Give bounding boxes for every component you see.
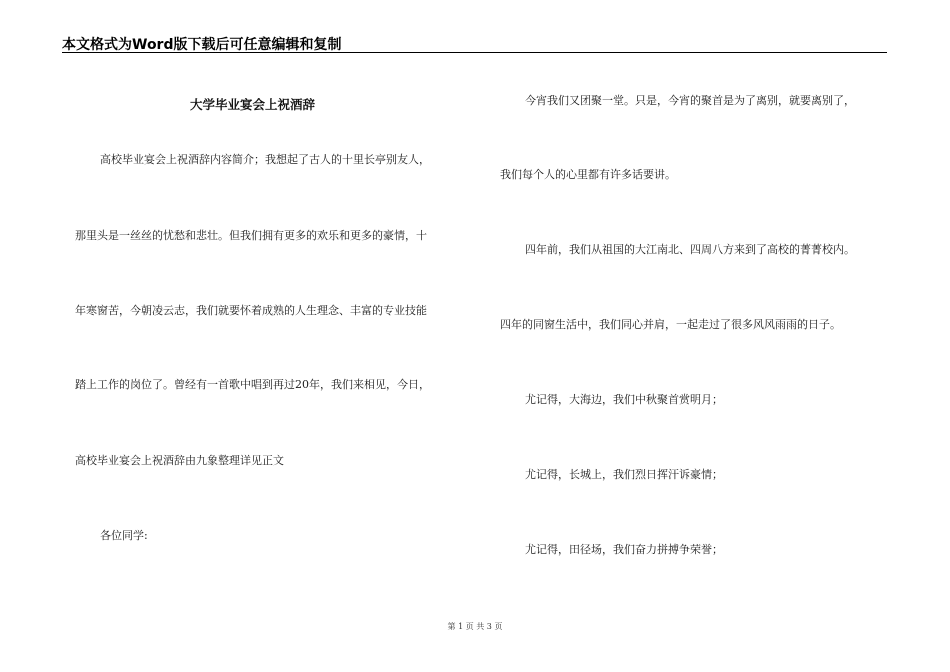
salutation: 各位同学: — [100, 529, 148, 542]
document-title: 大学毕业宴会上祝酒辞 — [190, 97, 316, 112]
paragraph-line: 尤记得，长城上，我们烈日挥汗诉豪情； — [525, 468, 723, 481]
paragraph-line: 尤记得，大海边，我们中秋聚首赏明月； — [525, 393, 723, 406]
paragraph-line: 踏上工作的岗位了。曾经有一首歌中唱到再过20年，我们来相见，今日， — [75, 378, 430, 391]
paragraph-line: 高校毕业宴会上祝酒辞内容简介；我想起了古人的十里长亭别友人， — [100, 153, 430, 166]
header-title: 本文格式为Word版下载后可任意编辑和复制 — [62, 37, 342, 53]
paragraph-line: 四年的同窗生活中，我们同心并肩，一起走过了很多风风雨雨的日子。 — [500, 318, 841, 331]
paragraph-line: 我们每个人的心里都有许多话要讲。 — [500, 168, 676, 181]
page-header — [62, 30, 887, 53]
paragraph-line: 那里头是一丝丝的忧愁和悲壮。但我们拥有更多的欢乐和更多的豪情，十 — [75, 229, 427, 242]
paragraph-line: 年寒窗苦，今朝凌云志，我们就要怀着成熟的人生理念、丰富的专业技能 — [75, 304, 427, 317]
paragraph-line: 尤记得，田径场，我们奋力拼搏争荣誉； — [525, 543, 723, 556]
paragraph-line: 今宵我们又团聚一堂。只是，今宵的聚首是为了离别，就要离别了， — [525, 94, 855, 107]
paragraph-line: 四年前，我们从祖国的大江南北、四周八方来到了高校的菁菁校内。 — [525, 243, 855, 256]
page-number: 第 1 页 共 3 页 — [447, 622, 503, 631]
paragraph-line: 高校毕业宴会上祝酒辞由九象整理详见正文 — [75, 454, 284, 467]
